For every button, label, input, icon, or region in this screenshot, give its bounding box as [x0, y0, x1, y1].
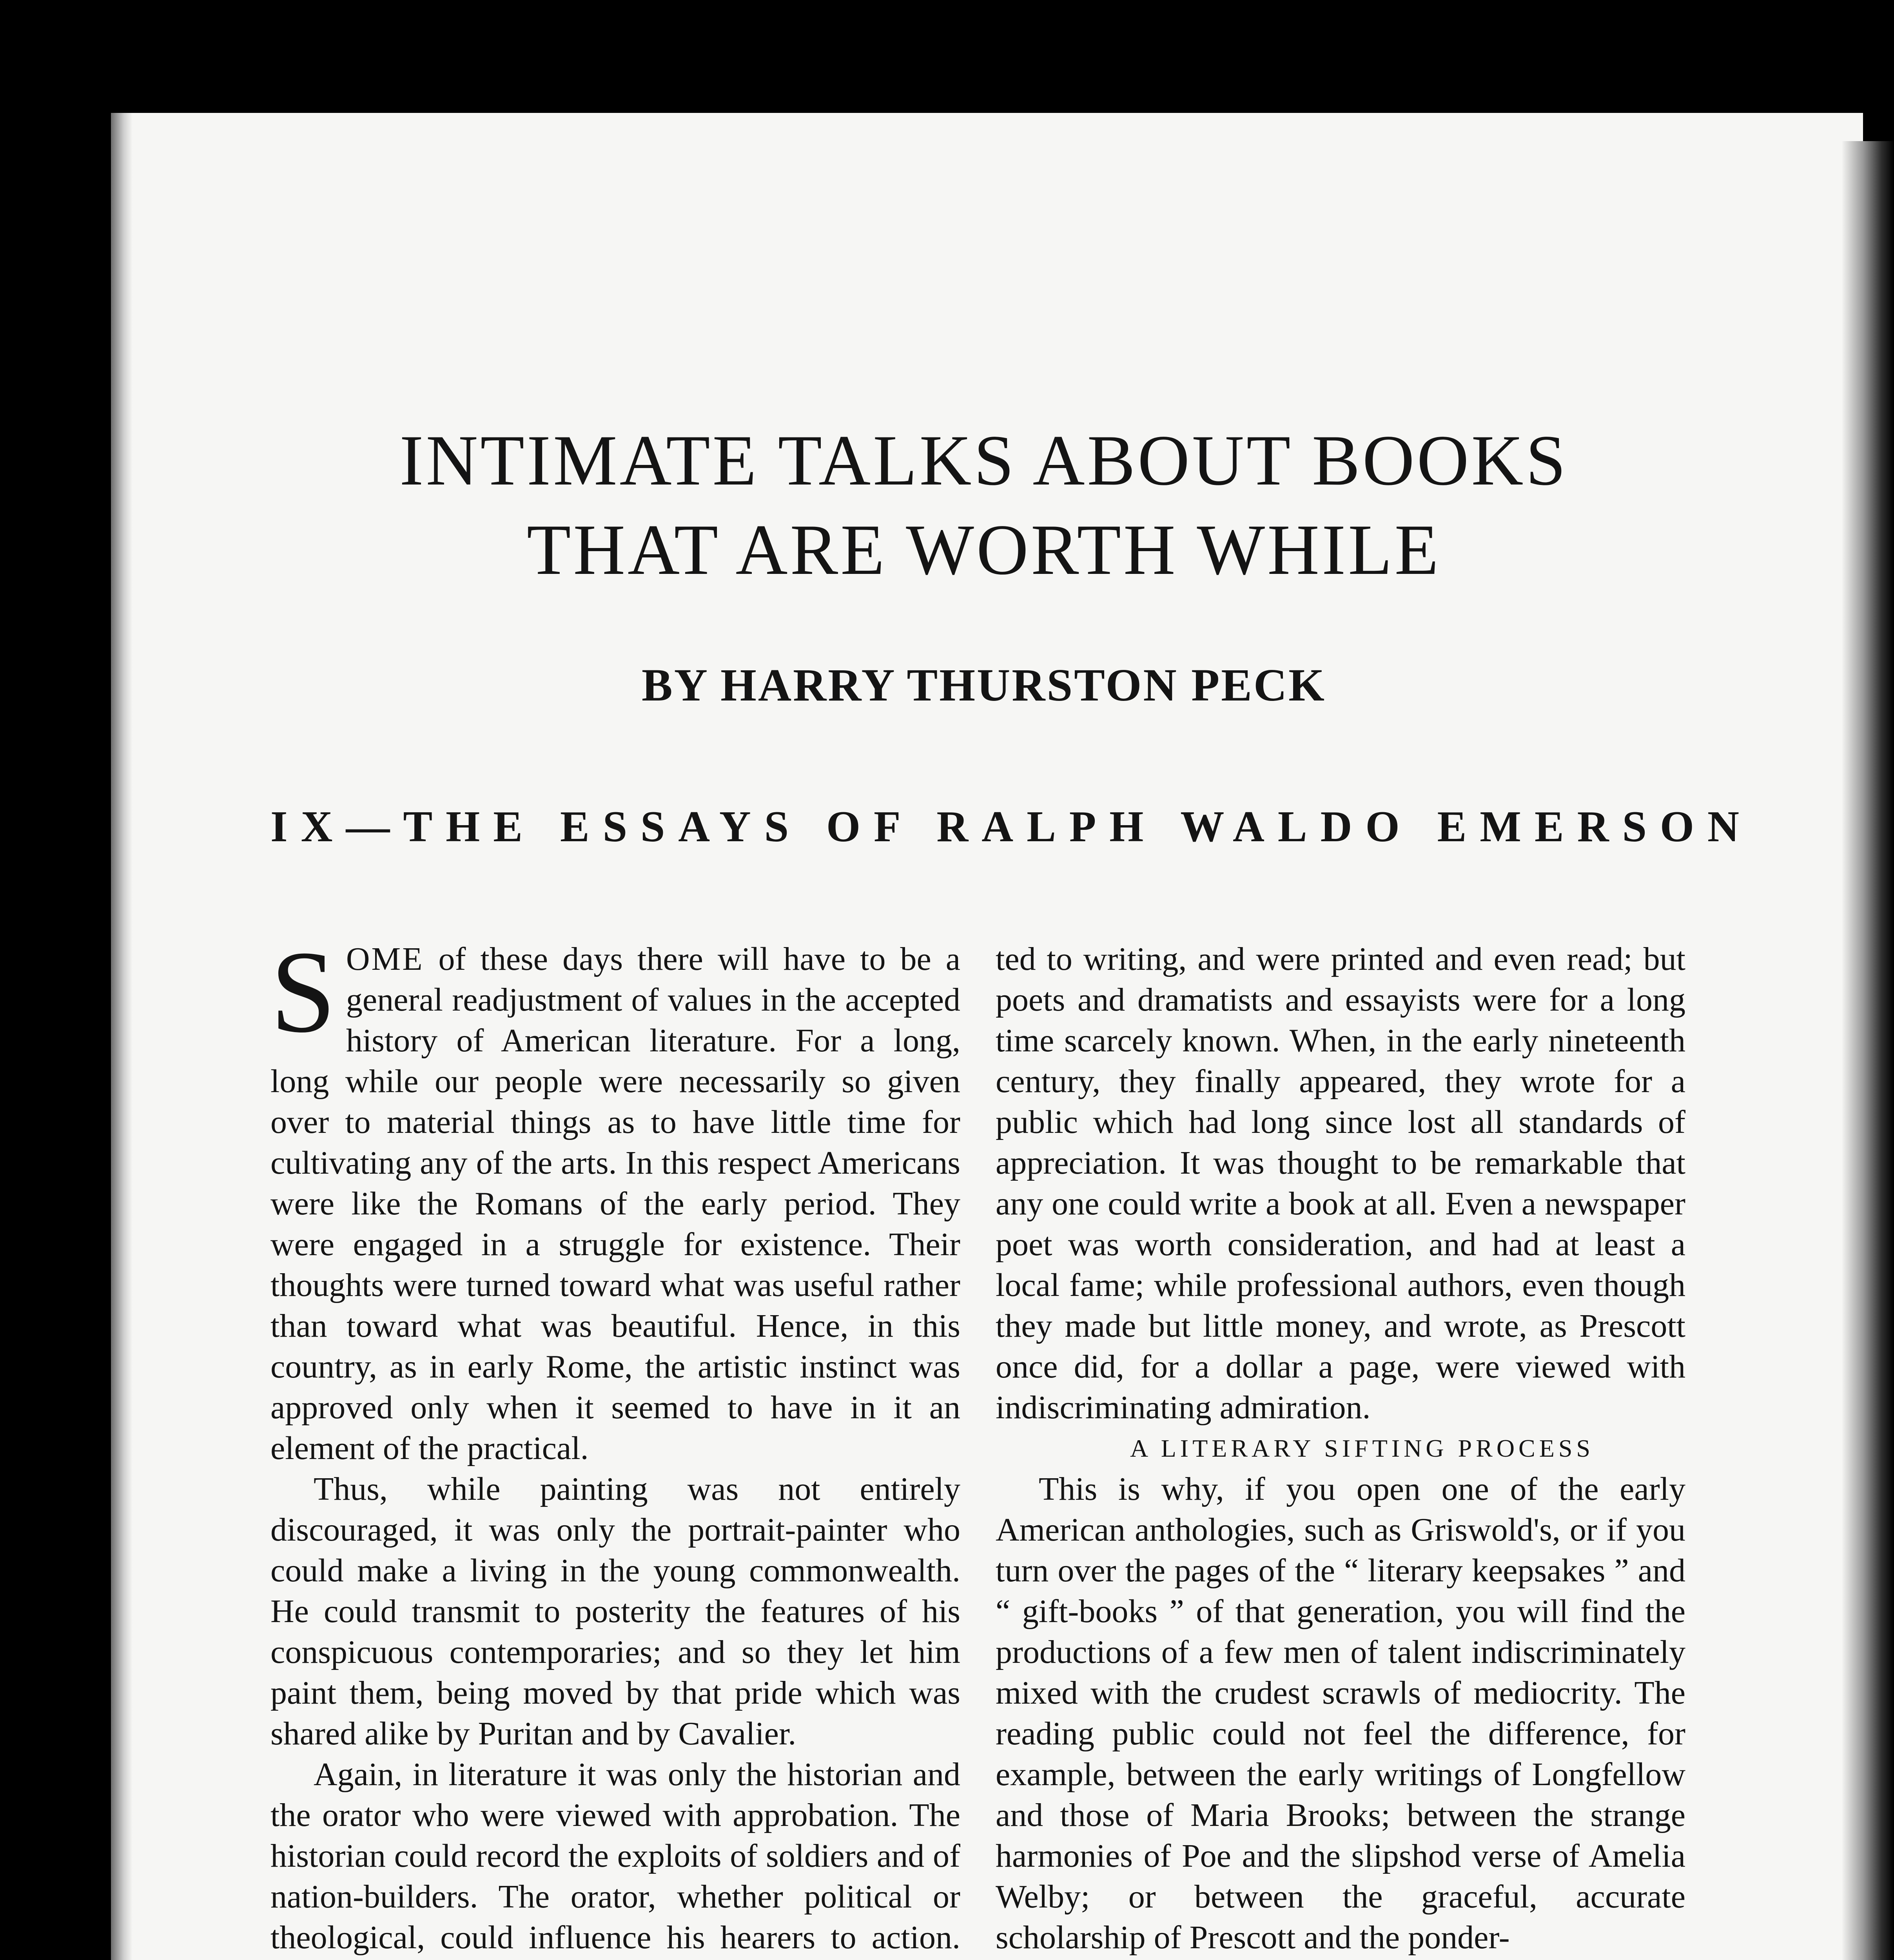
drop-cap: S	[270, 927, 336, 1057]
column-left	[270, 927, 960, 1960]
paragraph-1	[270, 927, 960, 1469]
title-line-2: THAT ARE WORTH WHILE	[526, 510, 1441, 590]
author-byline: BY HARRY THURSTON PECK	[642, 659, 1326, 711]
paragraph-1-text: of these days there will have to be a general readjustment of values in the accepted history of American literature. For a long, long while our people were necessarily so given over to material things as to have little time for cultivating any of the arts. In this respect Americans were like the Romans of the early period. They were engaged in a struggle for existence. Their thoughts were turned toward what was useful rather than toward what was beautiful. Hence, in this country, as in early Rome, the artistic instinct was approved only when it seemed to have in it an element of the practical.	[270, 941, 960, 1466]
paragraph-4: This is why, if you open one of the early American anthologies, such as Griswold's, or if you turn over the pages of the “ literary keepsakes ” and “ gift-books ” of that generation, you will find the productions of a few men of talent indiscriminately mixed with the crudest scrawls of mediocrity. The reading public could not feel the difference, for example, between the early writings of Longfellow and those of Maria Brooks; between the strange harmonies of Poe and the slipshod verse of Amelia Welby; or between the graceful, accurate scholarship of Prescott and the ponder-	[996, 1471, 1685, 1956]
paragraph-2: Thus, while painting was not entirely discouraged, it was only the portrait-painter who could make a living in the young commonwealth. He could transmit to posterity the features of his conspicuous contemporaries; and so they let him paint them, being moved by that pride which was shared alike by Puritan and by Cavalier.	[270, 1471, 960, 1752]
paragraph-3: Again, in literature it was only the historian and the orator who were viewed with approbation. The historian could record the exploits of soldiers and of nation-builders. The orator, whether political or theological, could influence his hearers to action.	[270, 1756, 960, 1956]
page-left-edge-shadow	[111, 113, 132, 1960]
article-title	[235, 416, 1733, 594]
page-right-edge-shadow	[1842, 141, 1894, 1960]
section-heading: A LITERARY SIFTING PROCESS	[1130, 1434, 1594, 1462]
paragraph-3-continued: ted to writing, and were printed and even read; but poets and dramatists and essayists were for a long time scarcely known. When, in the early nineteenth century, they finally appeared, they wrote for a public which had long since lost all standards of appreciation. It was thought to be remarkable that any one could write a book at all. Even a newspaper poet was worth consideration, and had at least a local fame; while professional authors, even though they made but little money, and wrote, as Prescott once did, for a dollar a page, were viewed with indiscriminating admiration.	[996, 941, 1685, 1426]
lead-in-caps: OME	[346, 941, 424, 977]
article-subtitle: IX—THE ESSAYS OF RALPH WALDO EMERSON	[270, 802, 1752, 851]
title-line-1: INTIMATE TALKS ABOUT BOOKS	[399, 420, 1568, 500]
column-right	[996, 939, 1685, 1958]
